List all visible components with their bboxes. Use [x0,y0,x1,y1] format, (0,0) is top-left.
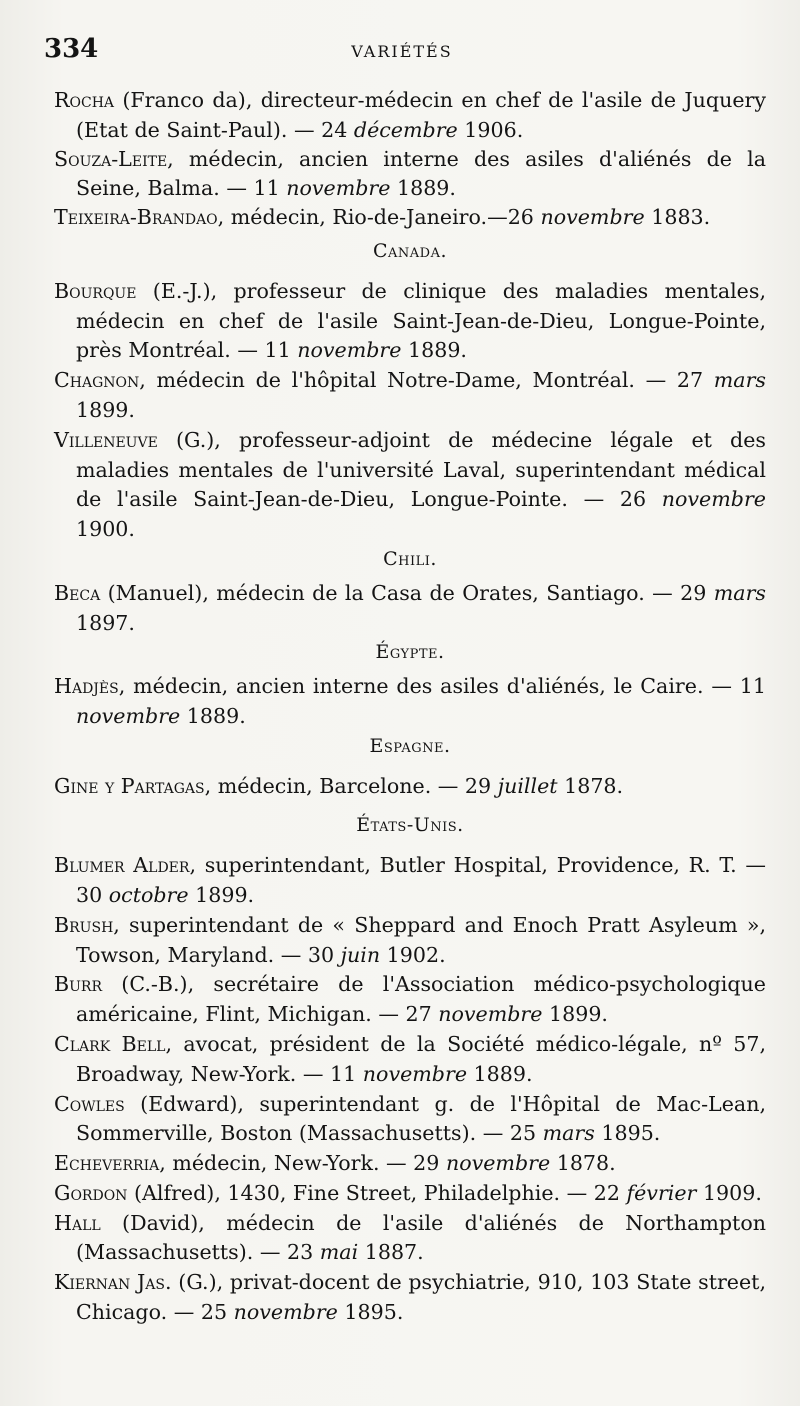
section-heading-etats-unis: États-Unis. [356,814,464,837]
entry-name: Hall [54,1210,101,1235]
entry-month: novembre [540,205,645,230]
list-item [54,277,766,366]
entry-description: (Manuel), médecin de la Casa de Orates, Santiago. — 29 [100,580,714,605]
entry-year: 1902. [380,942,446,967]
entry-month: mars [713,580,766,605]
list-item [54,1179,766,1209]
entry-year: 1899. [188,882,255,907]
entry-name: Gine y Partagas [54,773,205,798]
running-title: VARIÉTÉS [351,42,453,61]
entry-name: Brush [54,912,114,937]
list-item [54,1090,766,1150]
entry-name: Clark Bell [54,1031,166,1056]
entry-description: , médecin, Rio-de-Janeiro.—26 [217,205,541,230]
entry-month: octobre [108,882,189,907]
entry-month: novembre [233,1300,338,1325]
entry-description: (G.), professeur-adjoint de médecine légale et des maladies mentales de l'université Laval, superintendant médical de l'asile Saint-Jean-de-Dieu, Longue-Pointe. — 26 [76,427,766,512]
list-item [54,203,766,233]
list-item [54,1149,766,1179]
page-header [44,34,760,74]
entry-description: , superintendant, Butler Hospital, Providence, R. T. — 30 [76,853,766,907]
section-heading-egypte: Égypte. [375,641,445,664]
entry-name: Souza-Leite [54,146,168,171]
entry-name: Echeverria [54,1151,160,1176]
list-item [54,426,766,545]
list-item [54,911,766,971]
entry-year: 1887. [358,1240,424,1265]
entry-year: 1900. [76,517,135,542]
entry-name: Kiernan Jas. [54,1270,172,1295]
entry-month: février [626,1180,697,1205]
entry-name: Beca [54,580,101,605]
list-item [54,672,766,732]
entry-description: , médecin de l'hôpital Notre-Dame, Montréal. — 27 [139,368,714,393]
entry-month: mars [542,1121,595,1146]
entry-year: 1889. [467,1061,533,1086]
entry-description: (Alfred), 1430, Fine Street, Philadelphie. — 22 [127,1180,627,1205]
entry-month: juin [340,942,381,967]
entry-description: , médecin, ancien interne des asiles d'aliénés, le Caire. — 11 [118,674,766,699]
entry-month: mars [713,368,766,393]
entry-year: 1909. [696,1180,762,1205]
entry-name: Cowles [54,1091,125,1116]
entry-name: Gordon [54,1180,128,1205]
entry-description: (E.-J.), professeur de clinique des maladies mentales, médecin en chef de l'asile Saint-Jean-de-Dieu, Longue-Pointe, près Montréal. — 11 [76,278,766,363]
entry-year: 1889. [401,338,467,363]
entry-year: 1895. [337,1300,404,1325]
entry-name: Rocha [54,88,115,112]
entry-name: Chagnon [54,368,140,393]
page-number: 334 [44,34,99,64]
entry-year: 1895. [594,1121,661,1146]
entry-year: 1878. [550,1151,616,1176]
entry-name: Blumer Alder [54,853,190,878]
entry-year: 1899. [76,397,135,422]
entry-description: (Edward), superintendant g. de l'Hôpital de Mac-Lean, Sommerville, Boston (Massachusetts). — 25 [76,1091,766,1146]
section-heading-espagne: Espagne. [369,734,451,757]
entry-year: 1899. [542,1002,608,1027]
entry-description: , médecin, ancien interne des asiles d'aliénés de la Seine, Balma. — 11 [76,146,766,201]
list-item [54,86,766,146]
entry-month: novembre [445,1151,551,1176]
entry-month: novembre [297,338,402,363]
entry-name: Teixeira-Brandao [54,205,218,230]
entry-year: 1883. [644,205,711,230]
entry-description: , médecin, New-York. — 29 [159,1151,446,1176]
section-heading-chili: Chili. [383,547,437,570]
entry-month: novembre [661,487,766,512]
list-item [54,579,766,639]
entry-description: (Franco da), directeur-médecin en chef de l'asile de Juquery (Etat de Saint-Paul). — 24 [76,88,766,142]
list-item [54,1030,766,1090]
page-body [54,86,766,1328]
section-heading-canada: Canada. [372,239,448,262]
entry-description: , avocat, président de la Société médico-légale, nº 57, Broadway, New-York. — 11 [76,1031,766,1086]
entry-month: mai [319,1240,359,1265]
entry-month: juillet [497,773,558,798]
entry-month: novembre [286,176,391,201]
list-item [54,772,766,802]
list-item [54,1209,766,1269]
entry-month: novembre [438,1002,543,1027]
entry-description: (G.), privat-docent de psychiatrie, 910, 103 State street, Chicago. — 25 [76,1270,767,1325]
entry-description: , superintendant de « Sheppard and Enoch Pratt Asyleum », Towson, Maryland. — 30 [76,912,766,967]
entry-year: 1889. [180,703,246,728]
entry-month: décembre [353,117,458,142]
entry-description: (David), médecin de l'asile d'aliénés de Northampton (Massachusetts). — 23 [76,1210,766,1265]
entry-year: 1897. [76,610,135,635]
list-item [54,145,766,205]
list-item [54,1268,766,1328]
entry-year: 1906. [457,117,524,142]
entry-name: Burr [54,972,103,997]
entry-year: 1878. [557,773,624,798]
entry-name: Bourque [54,278,137,303]
entry-name: Villeneuve [54,427,158,452]
list-item [54,366,766,426]
list-item [54,970,766,1030]
entry-description: (C.-B.), secrétaire de l'Association médico-psychologique américaine, Flint, Michigan. — 27 [76,972,766,1027]
entry-name: Hadjès [54,674,119,699]
entry-month: novembre [76,703,181,728]
entry-description: , médecin, Barcelone. — 29 [204,773,498,798]
entry-year: 1889. [390,176,456,201]
list-item [54,851,766,911]
entry-month: novembre [362,1061,468,1086]
